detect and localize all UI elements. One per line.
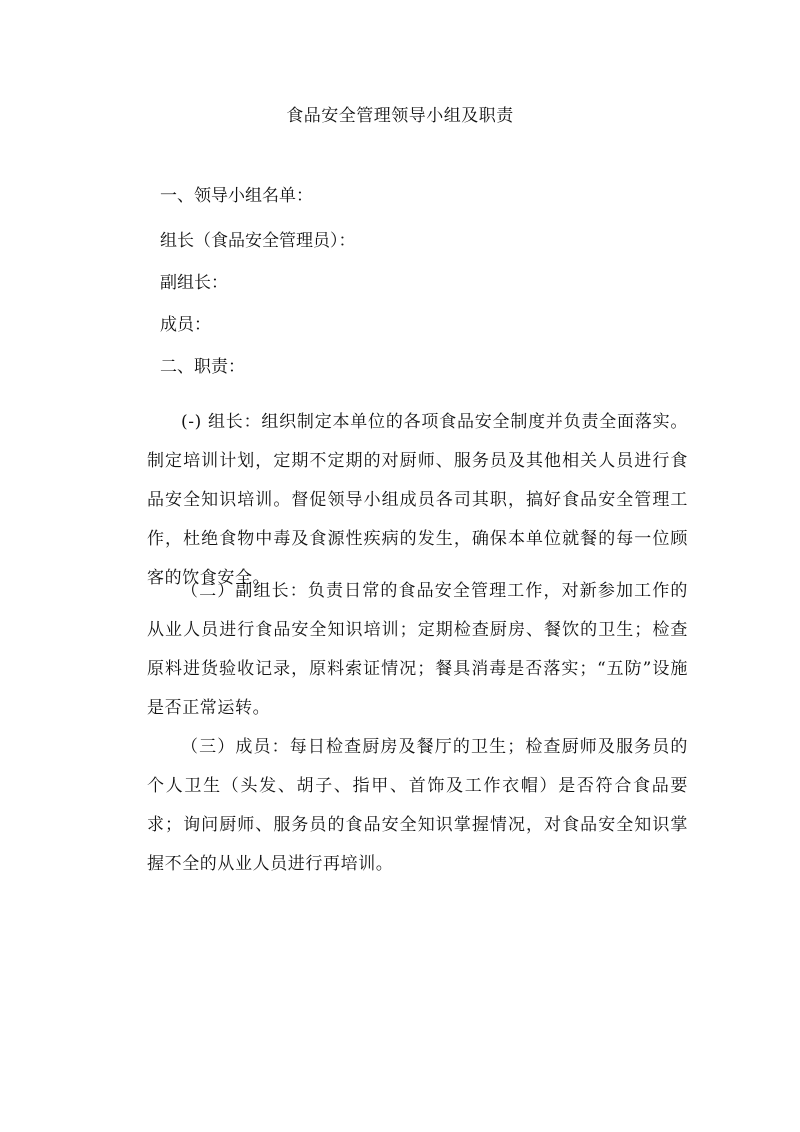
duty-paragraph-deputy: （二）副组长：负责日常的食品安全管理工作，对新参加工作的从业人员进行食品安全知识培训；定期检查厨房、餐饮的卫生；检查原料进货验收记录，原料索证情况；餐具消毒是否落实；“五防”设施是否正常运转。 bbox=[147, 581, 688, 718]
section-heading-duties: 二、职责： bbox=[160, 357, 245, 377]
section-heading-member-list: 一、领导小组名单： bbox=[160, 186, 313, 206]
leader-line: 组长（食品安全管理员）： bbox=[160, 231, 356, 251]
duty-paragraph-member: （三）成员：每日检查厨房及餐厅的卫生；检查厨师及服务员的个人卫生（头发、胡子、指甲、首饰及工作衣帽）是否符合食品要求；询问厨师、服务员的食品安全知识掌握情况，对食品安全知识掌握不全的从业人员进行再培训。 bbox=[147, 737, 688, 874]
duty-paragraph-leader: (-) 组长：组织制定本单位的各项食品安全制度并负责全面落实。制定培训计划，定期不定期的对厨师、服务员及其他相关人员进行食品安全知识培训。督促领导小组成员各司其职，搞好食品安全管理工作，杜绝食物中毒及食源性疾病的发生，确保本单位就餐的每一位顾客的饮食安全。 bbox=[147, 412, 688, 588]
document-title: 食品安全管理领导小组及职责 bbox=[286, 106, 514, 126]
deputy-leader-line: 副组长： bbox=[160, 273, 228, 293]
member-line: 成员： bbox=[160, 315, 211, 335]
